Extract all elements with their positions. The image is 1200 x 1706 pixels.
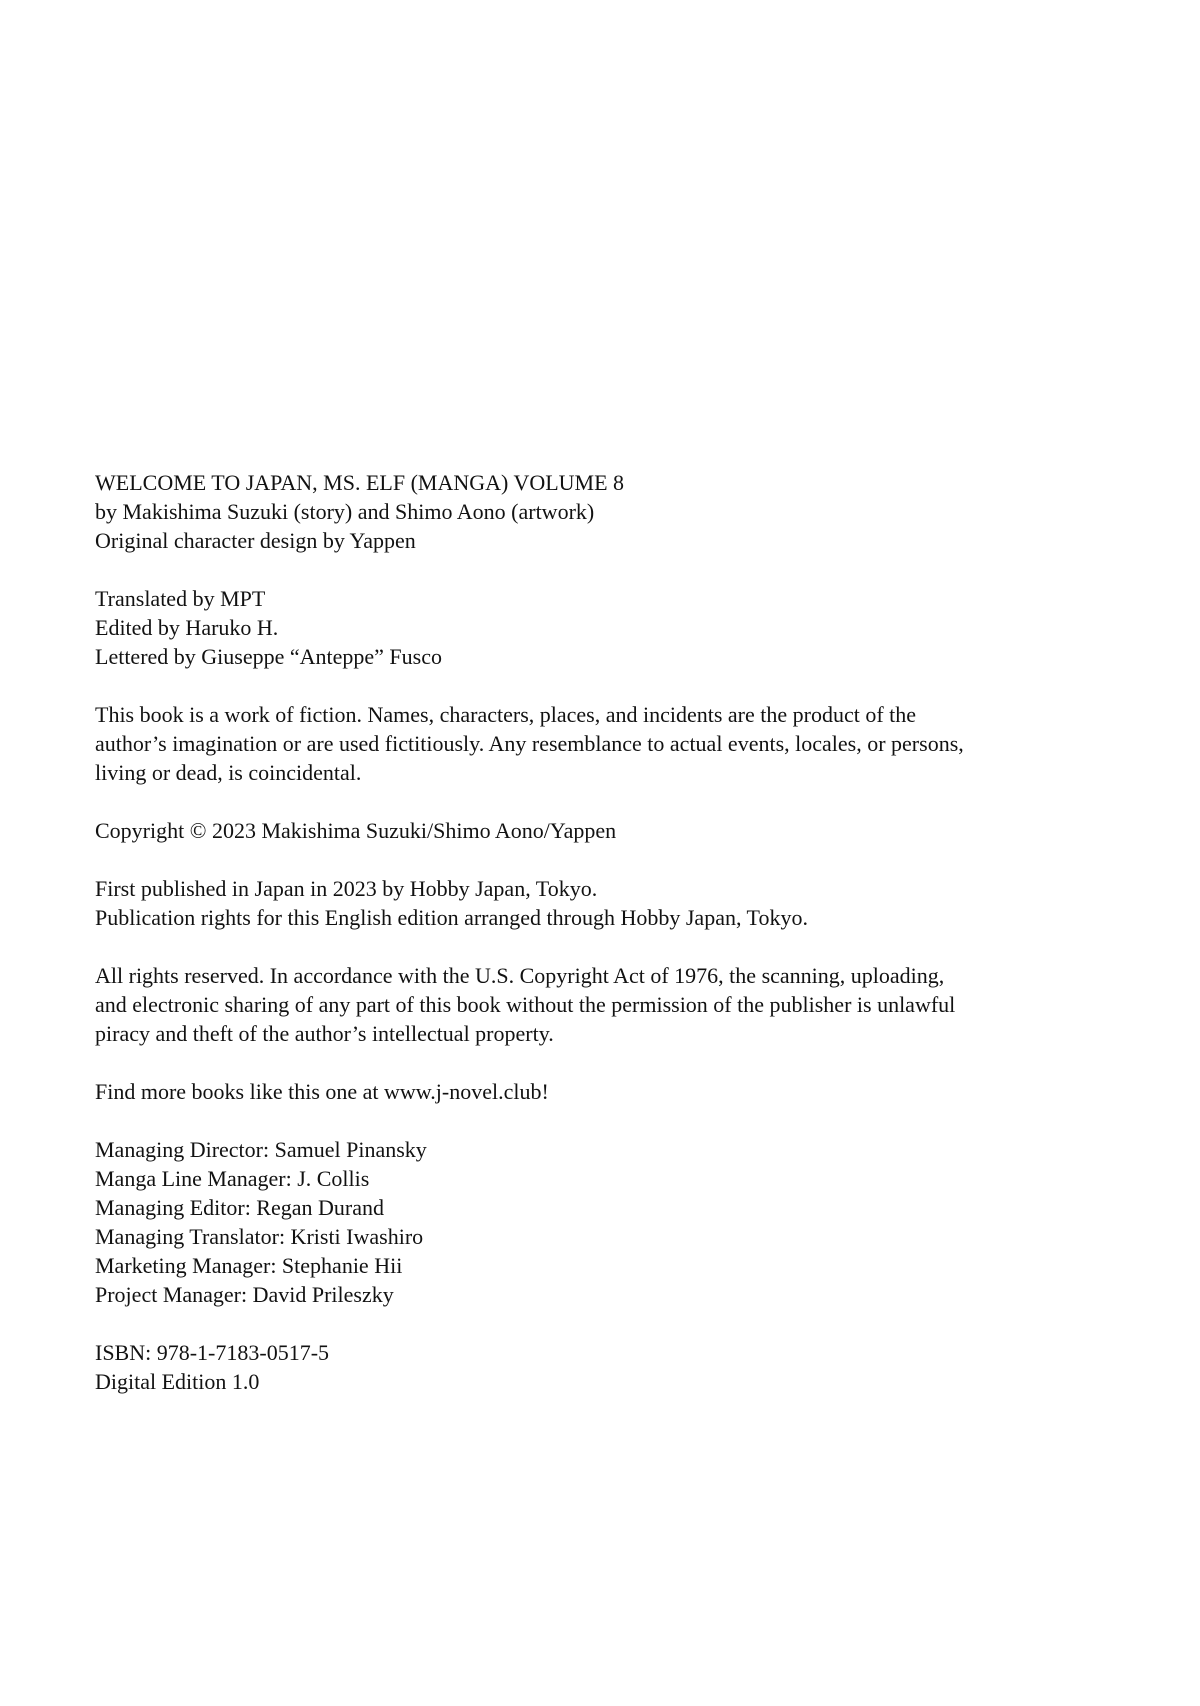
staff-managing-translator: Managing Translator: Kristi Iwashiro — [95, 1224, 424, 1249]
rights-arranged-line: Publication rights for this English edition arranged through Hobby Japan, Tokyo. — [95, 905, 808, 930]
localization-credits — [95, 584, 980, 671]
translator-credit: Translated by MPT — [95, 586, 266, 611]
staff-credits — [95, 1135, 980, 1309]
title-block — [95, 468, 980, 555]
staff-marketing-manager: Marketing Manager: Stephanie Hii — [95, 1253, 403, 1278]
rights-notice: All rights reserved. In accordance with the U.S. Copyright Act of 1976, the scanning, uploading, and electronic sharing of any part of this book without the permission of the publisher is unlawful piracy and theft of the author’s intellectual property. — [95, 963, 956, 1046]
book-title: WELCOME TO JAPAN, MS. ELF (MANGA) VOLUME 8 — [95, 470, 625, 495]
find-more-line: Find more books like this one at www.j-novel.club! — [95, 1079, 549, 1104]
editor-credit: Edited by Haruko H. — [95, 615, 279, 640]
digital-edition-line: Digital Edition 1.0 — [95, 1369, 260, 1394]
staff-managing-editor: Managing Editor: Regan Durand — [95, 1195, 384, 1220]
letterer-credit: Lettered by Giuseppe “Anteppe” Fusco — [95, 644, 442, 669]
first-published-line: First published in Japan in 2023 by Hobby Japan, Tokyo. — [95, 876, 598, 901]
edition-info — [95, 1338, 980, 1396]
copyright-line: Copyright © 2023 Makishima Suzuki/Shimo Aono/Yappen — [95, 818, 617, 843]
staff-project-manager: Project Manager: David Prileszky — [95, 1282, 394, 1307]
book-design-credit: Original character design by Yappen — [95, 528, 416, 553]
staff-manga-line-manager: Manga Line Manager: J. Collis — [95, 1166, 370, 1191]
book-byline: by Makishima Suzuki (story) and Shimo Aono (artwork) — [95, 499, 595, 524]
staff-managing-director: Managing Director: Samuel Pinansky — [95, 1137, 427, 1162]
fiction-disclaimer: This book is a work of fiction. Names, characters, places, and incidents are the product of the author’s imagination or are used fictitiously. Any resemblance to actual events, locales, or persons, living or dead, is coincidental. — [95, 702, 964, 785]
publication-info — [95, 874, 980, 932]
isbn-line: ISBN: 978-1-7183-0517-5 — [95, 1340, 330, 1365]
